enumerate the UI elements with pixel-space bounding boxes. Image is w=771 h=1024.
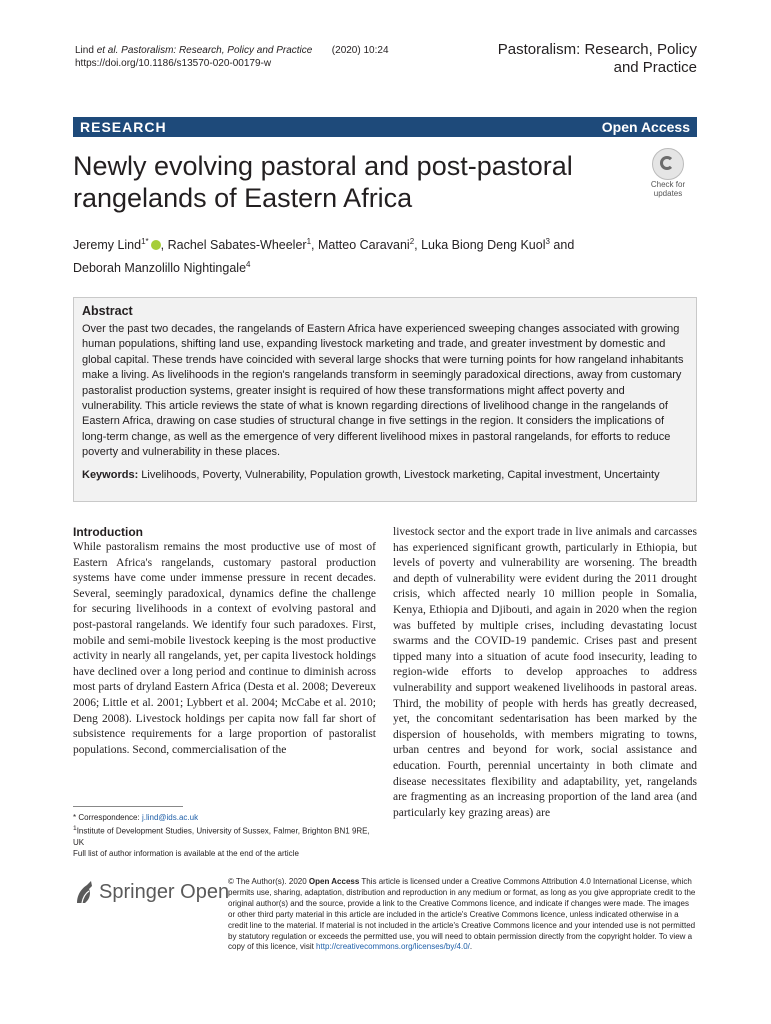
springer-horse-icon — [73, 879, 95, 905]
keywords — [82, 468, 688, 483]
body-text-right: livestock sector and the export trade in live animals and carcasses has experienced significant growth, particularly in Ethiopia, but levels of poverty and vulnerability are worsening. The breadth and depth of vulnerability were evident during the 2011 drought crisis, which affected nearly 10 million people in Somalia, Kenya, Ethiopia and Djibouti, and again in 2020 when the region was buffeted by multiple crises, including devastating locust swarms and the COVID-19 pandemic. Crises past and present tipped many into a situation of acute food insecurity, leading to region-wide efforts to develop approaches to address vulnerability and support weakened livelihoods in pastoral areas. Third, the mobility of people with herds has greatly decreased, yet, the concomitant sedentarisation has been marked by the dispersion of households, with members migrating to towns, urban centres and beyond for work, social assistance and education. Fourth, perennial uncertainty in both climate and disease necessitates flexibility and adaptability, yet, rangelands are fragmenting as an increasing proportion of the land area (and particularly key grazing areas) are — [393, 526, 697, 819]
badge-line2: updates — [653, 189, 683, 198]
body-column-right — [393, 525, 697, 821]
keywords-label: Keywords: — [82, 469, 139, 481]
license-statement: © The Author(s). 2020 Open Access This article is licensed under a Creative Commons Attribution 4.0 International License, which permits use, sharing, adaptation, distribution and reproduction in any medium or format, as long as you give appropriate credit to the original author(s) and the source, provide a link to the Creative Commons licence, and indicate if changes were made. The images or other third party material in this article are included in the article's Creative Commons licence, unless indicated otherwise in a credit line to the material. If material is not included in the article's Creative Commons licence and your intended use is not permitted by statutory regulation or exceeds the permitted use, you will need to obtain permission directly from the copyright holder. To view a copy of this licence, visit http://creativecommons.org/licenses/by/4.0/. — [228, 877, 696, 952]
email-link[interactable]: j.lind@ids.ac.uk — [141, 813, 199, 822]
abstract-text: Over the past two decades, the rangelands of Eastern Africa have experienced sweeping changes associated with growing human populations, shifting land use, expanding livestock marketing and trade, and greater investment by domestic and global capital. These trends have coincided with several large shocks that were turning points for how rangeland inhabitants make a living. As livelihoods in the region's rangelands transform in seemingly paradoxical directions, away from customary pastoralist production systems, greater insight is required of how these transformations might affect poverty and vulnerability. This article reviews the state of what is known regarding directions of livelihood change in the rangelands of Eastern Africa, drawing on case studies of structural change in five settings in the region. It considers the implications of long-term change, as well as the emergence of very different livelihood mixes in pastoral rangelands, for efforts to reduce poverty and vulnerability in these places. — [82, 323, 684, 459]
citation-year: (2020) 10:24 — [331, 45, 389, 56]
journal-name — [498, 41, 697, 77]
orcid-icon[interactable] — [151, 240, 161, 250]
body-text-left: While pastoralism remains the most productive use of most of Eastern Africa's rangelands, customary pastoral production systems have come under immense pressure in recent decades. Several, seemingly paradoxical, dynamics define the challenge for securing livelihoods in a context of evolving pastoral and post-pastoral rangelands. We identify four such paradoxes. First, mobile and semi-mobile livestock keeping is the most productive activity in nearly all rangelands, yet, per capita livestock holdings have declined over a long period and continue to diminish across most parts of dryland Eastern Africa (Desta et al. 2008; Devereux 2006; Little et al. 2001; Lybbert et al. 2004; McCabe et al. 2010; Deng 2008). Livestock holdings per capita now fall far short of subsistence requirements for a large proportion of pastoralist populations. Second, commercialisation of the — [73, 541, 376, 756]
author-name: , Luka Biong Deng Kuol — [414, 238, 546, 253]
correspondence: * Correspondence: j.lind@ids.ac.uk — [73, 813, 199, 822]
citation-authors: Lind — [75, 45, 97, 56]
doi-link[interactable]: https://doi.org/10.1186/s13570-020-00179-w — [75, 58, 272, 69]
running-header-citation — [75, 44, 389, 70]
footnotes — [73, 812, 378, 859]
publisher-name: Springer Open — [99, 880, 230, 903]
badge-line1: Check for — [650, 180, 686, 189]
abstract-heading: Abstract — [82, 304, 133, 318]
open-access-label: Open Access — [601, 119, 690, 135]
springer-open-logo — [73, 877, 229, 907]
citation-etal: et al. — [96, 45, 119, 56]
license-link[interactable]: http://creativecommons.org/licenses/by/4.0/ — [316, 942, 470, 952]
footnote-divider — [73, 806, 183, 807]
check-for-updates-badge[interactable] — [640, 148, 696, 204]
author-info-note: Full list of author information is available at the end of the article — [73, 848, 299, 858]
citation-journal: Pastoralism: Research, Policy and Practice — [121, 45, 313, 56]
author-name: , Rachel Sabates-Wheeler — [160, 238, 307, 253]
article-title: Newly evolving pastoral and post-pastoral rangelands of Eastern Africa — [73, 151, 573, 213]
journal-name-line1: Pastoralism: Research, Policy — [497, 41, 697, 58]
article-type-bar — [73, 117, 697, 137]
section-heading-introduction: Introduction — [73, 525, 143, 539]
article-type-label: RESEARCH — [80, 119, 167, 135]
author-name: Deborah Manzolillo Nightingale — [73, 261, 247, 276]
affiliation: $^1$Institute of Development Studies, University of Sussex, Falmer, Brighton BN1 9RE, UK — [73, 825, 370, 847]
author-name: , Matteo Caravani — [311, 238, 410, 253]
body-column-left — [73, 525, 376, 758]
keywords-list: Livelihoods, Poverty, Vulnerability, Population growth, Livestock marketing, Capital investment, Uncertainty — [138, 469, 660, 481]
author-name: Jeremy Lind — [73, 238, 142, 253]
author-list: Jeremy Lind$^{1*}$ , Rachel Sabates-Wheeler$^1$, Matteo Caravani$^2$, Luka Biong Deng Kuol$^3$ and Deborah Manzolillo Nightingale$^4$ — [73, 237, 575, 276]
check-updates-icon — [652, 148, 684, 180]
abstract-box — [73, 297, 697, 502]
journal-name-line2: and Practice — [613, 59, 697, 76]
citation-line — [75, 44, 389, 57]
